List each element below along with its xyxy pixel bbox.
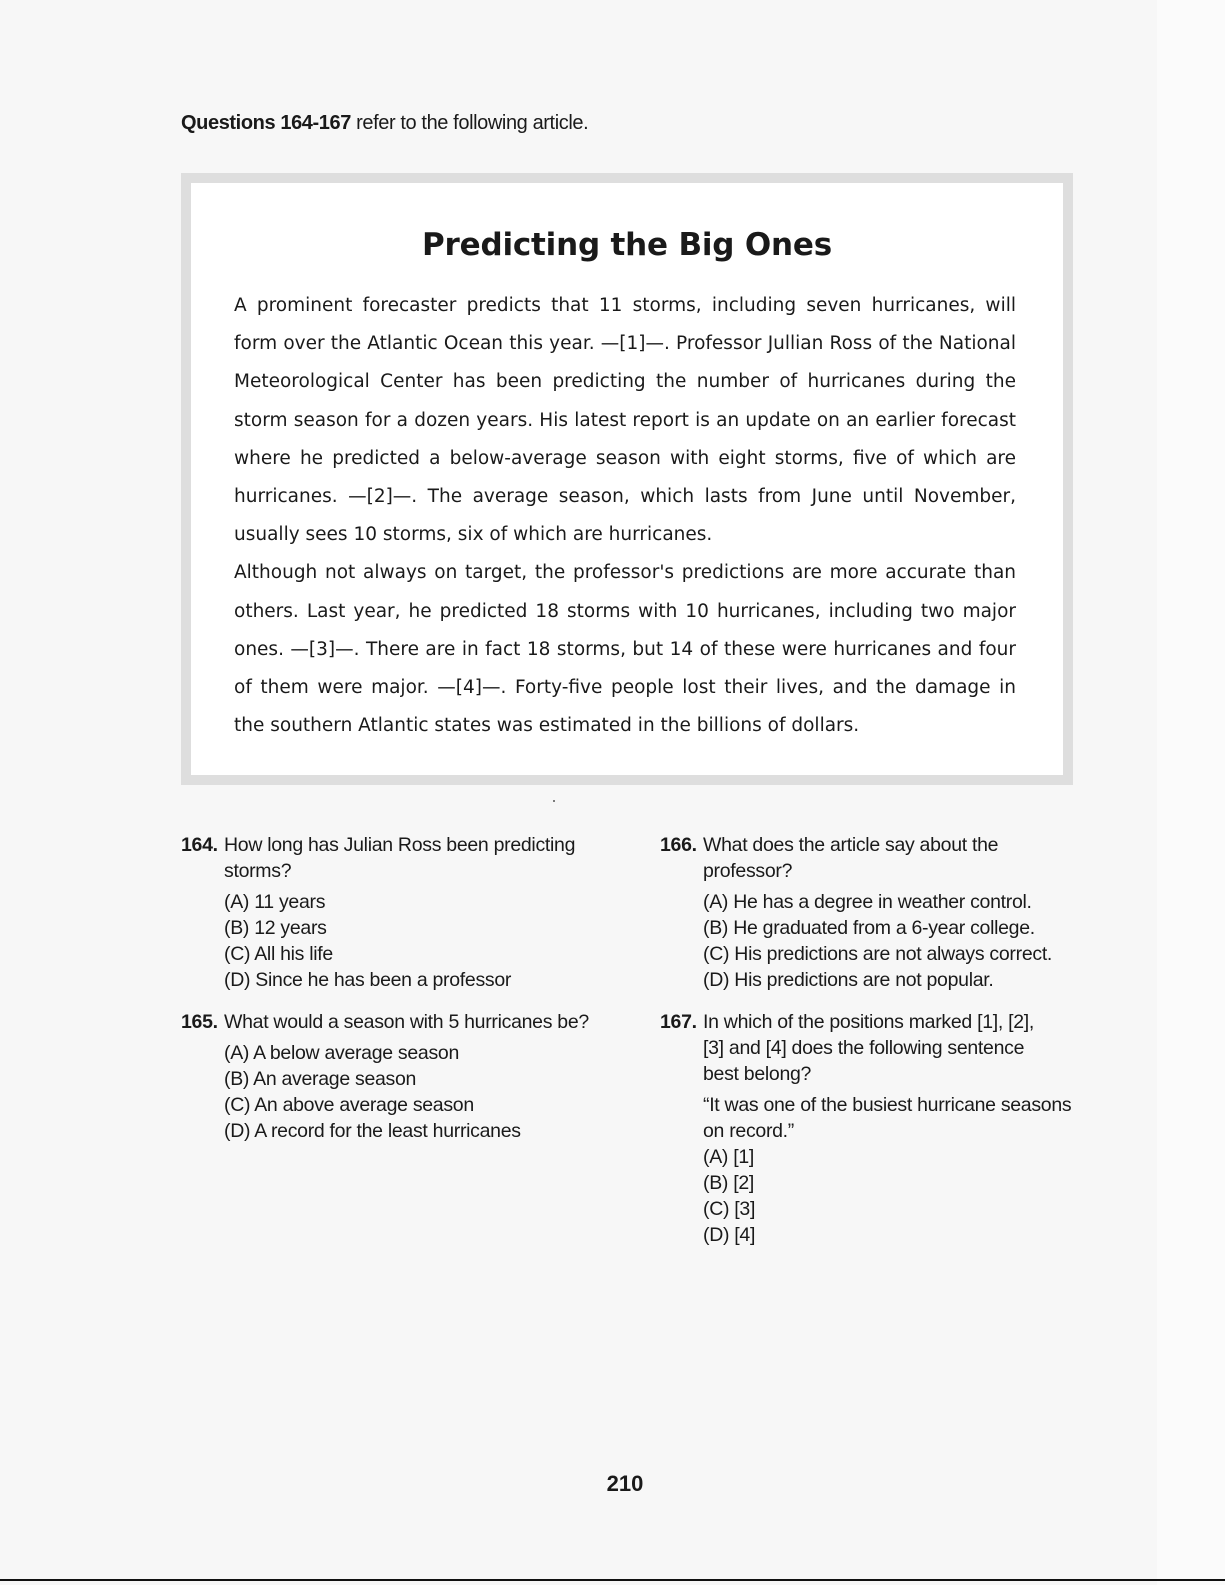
question-167 [660,1009,1090,1248]
question-stem: In which of the positions marked [1], [2], [3] and [4] does the following sentence best belong? [703,1011,1034,1085]
question-number: 166. [660,834,697,856]
question-number: 167. [660,1011,697,1033]
question-164 [181,832,611,993]
question-165 [181,1009,611,1144]
answer-option-c[interactable]: (C) His predictions are not always correct. [703,943,1053,965]
answer-option-a[interactable]: (A) [1] [703,1146,754,1168]
answer-option-a[interactable]: (A) A below average season [224,1042,460,1064]
questions-right-column [660,832,1090,1248]
answer-option-c[interactable]: (C) [3] [703,1198,756,1220]
answer-option-d[interactable]: (D) [4] [703,1224,756,1246]
answer-option-d[interactable]: (D) His predictions are not popular. [703,969,994,991]
page-number: 210 [606,1471,644,1496]
question-166 [660,832,1090,993]
questions-intro [181,112,588,135]
article-title: Predicting the Big Ones [422,227,832,263]
question-number: 165. [181,1011,218,1033]
answer-option-a[interactable]: (A) He has a degree in weather control. [703,891,1032,913]
page-edge [1157,0,1225,1585]
answer-option-b[interactable]: (B) An average season [224,1068,417,1090]
article-body [234,287,1016,745]
answer-options [660,1144,1090,1248]
answer-option-b[interactable]: (B) 12 years [224,917,327,939]
intro-text: refer to the following article. [350,112,589,134]
answer-option-d[interactable]: (D) A record for the least hurricanes [224,1120,521,1142]
answer-option-b[interactable]: (B) He graduated from a 6-year college. [703,917,1035,939]
questions-left-column [181,832,611,1144]
question-stem: How long has Julian Ross been predicting storms? [224,834,576,882]
question-stem: What would a season with 5 hurricanes be? [224,1011,589,1033]
answer-options [181,1040,611,1144]
question-stem: What does the article say about the professor? [703,834,999,882]
article-paragraph-2: Although not always on target, the professor's predictions are more accurate than others. Last year, he predicted 18 storms with 10 hurricanes, including two major ones. —[3]—. There are in fact 18 storms, but 14 of these were hurricanes and four of them were major. —[4]—. Forty-five people lost their lives, and the damage in the southern Atlantic states was estimated in the billions of dollars. [234,562,1016,737]
answer-options [660,889,1090,993]
scan-speck [553,800,555,802]
article-box [181,173,1073,785]
answer-option-c[interactable]: (C) An above average season [224,1094,474,1116]
answer-option-b[interactable]: (B) [2] [703,1172,754,1194]
answer-option-a[interactable]: (A) 11 years [224,891,326,913]
answer-option-d[interactable]: (D) Since he has been a professor [224,969,512,991]
questions-range: Questions 164-167 [181,112,351,134]
answer-options [181,889,611,993]
question-number: 164. [181,834,218,856]
question-quote: “It was one of the busiest hurricane seasons on record.” [703,1094,1072,1142]
article-paragraph-1: A prominent forecaster predicts that 11 storms, including seven hurricanes, will form over the Atlantic Ocean this year. —[1]—. Professor Jullian Ross of the National Meteorological Center has been predicting the number of hurricanes during the storm season for a dozen years. His latest report is an update on an earlier forecast where he predicted a below-average season with eight storms, five of which are hurricanes. —[2]—. The average season, which lasts from June until November, usually sees 10 storms, six of which are hurricanes. [234,295,1016,546]
answer-option-c[interactable]: (C) All his life [224,943,333,965]
bottom-border [0,1579,1225,1581]
